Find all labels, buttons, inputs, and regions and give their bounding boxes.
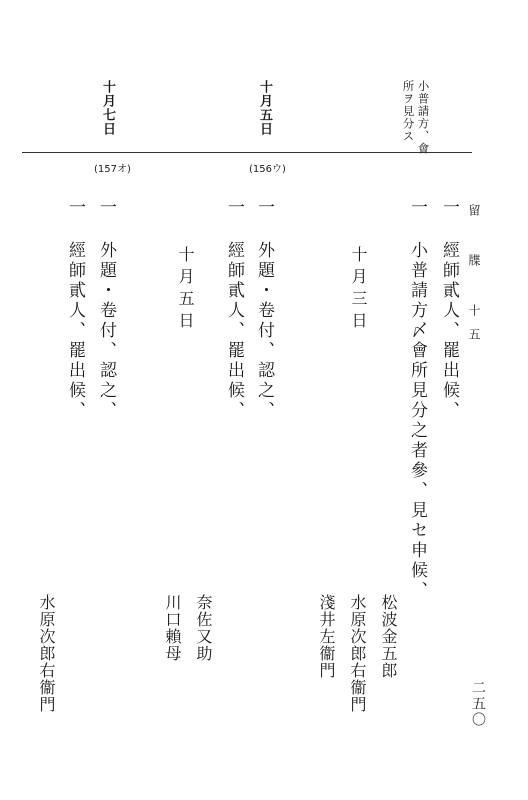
entry-5-item: 一 經師貳人、罷出候、	[224, 198, 244, 421]
entry-7-item: 一 外題・卷付、認之、	[96, 198, 116, 421]
name-mizuhara-jiroemon-2: 水原次郎右衞門	[37, 594, 56, 713]
name-matsunami-gorou: 松波金五郎	[379, 594, 398, 679]
name-nasa-matasuke: 奈佐又助	[194, 594, 213, 662]
entry-2-item: 一 小普請方〆會所見分之者參、見セ申候、	[407, 198, 427, 601]
running-header-title: 留 牒 十五	[467, 204, 481, 352]
name-mizuhara-jiroemon-1: 水原次郎右衞門	[348, 594, 367, 713]
entry-6-date: 十月五日	[176, 246, 195, 334]
name-asai-saemon: 淺井左衞門	[317, 594, 336, 679]
name-kawaguchi-tanomo: 川口賴母	[163, 594, 182, 662]
entry-3-date: 十月三日	[349, 246, 368, 334]
page-number: 二五〇	[470, 680, 486, 728]
entry-4-item: 一 外題・卷付、認之、	[254, 198, 274, 421]
folio-mark-156u: (156ウ)	[249, 164, 286, 175]
headnote-date-oct7: 十月七日	[100, 80, 115, 136]
folio-mark-157o: (157オ)	[94, 164, 131, 175]
headnote-gloss-line2: 所ヲ見分ス	[401, 80, 416, 143]
headnote-gloss-line1: 小普請方、會	[416, 80, 431, 155]
entry-1-item: 一 經師貳人、罷出候、	[439, 198, 459, 421]
headnote-divider-rule	[22, 152, 472, 153]
headnote-date-oct5: 十月五日	[257, 80, 272, 136]
entry-8-item: 一 經師貳人、罷出候、	[65, 198, 85, 421]
